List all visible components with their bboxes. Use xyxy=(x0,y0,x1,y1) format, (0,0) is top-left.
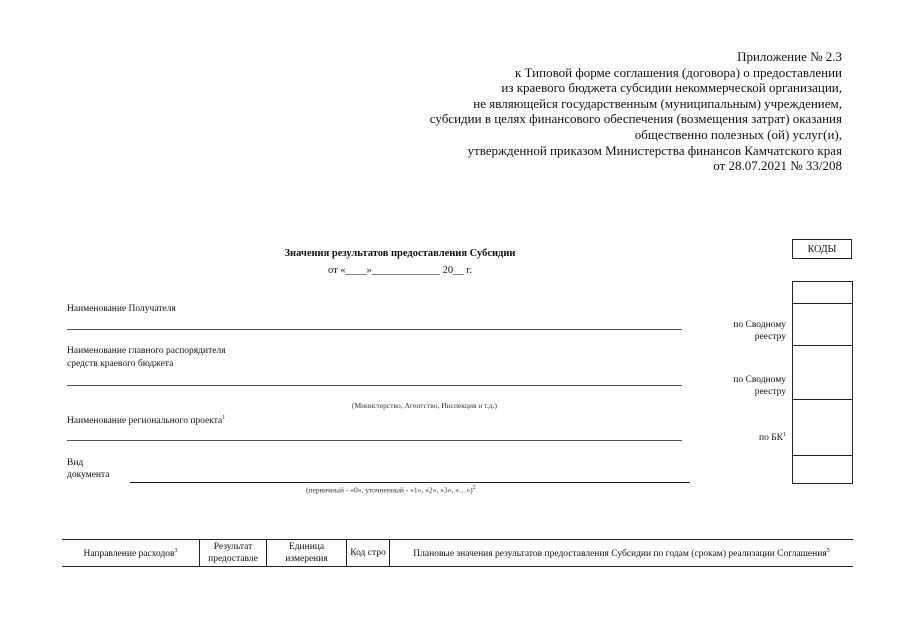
appendix-line: утвержденной приказом Министерства финансов Камчатского края xyxy=(467,142,842,158)
appendix-line: от 28.07.2021 № 33/208 xyxy=(713,158,842,174)
manager-line xyxy=(67,385,682,386)
col-result: Результат предоставле xyxy=(200,540,267,567)
manager-label: Наименование главного распорядителя xyxy=(67,346,226,356)
code-cell-recipient xyxy=(793,303,852,346)
form-title: Значения результатов предоставления Субсидии xyxy=(284,248,516,259)
code-cell-project xyxy=(793,399,852,456)
code-cell-blank xyxy=(793,282,852,304)
appendix-header xyxy=(430,49,842,174)
doc-type-label: Вид xyxy=(67,458,84,468)
col-direction: Направление расходов$^3$ xyxy=(62,540,200,567)
doc-type-hint: (первичный - «0», уточненный - «1», «2», «3», «…»)$^2$ xyxy=(306,485,476,495)
appendix-line: субсидии в целях финансового обеспечения (возмещения затрат) оказания xyxy=(429,111,842,127)
doc-type-label-2: документа xyxy=(67,470,110,480)
recipient-code-label: по Сводному реестру xyxy=(733,320,786,342)
code-cell-manager xyxy=(793,345,852,400)
manager-hint: (Министерство, Агентство, Инспекция и т.д.) xyxy=(352,401,497,410)
recipient-label: Наименование Получателя xyxy=(67,304,176,314)
appendix-line: к Типовой форме соглашения (договора) о предоставлении xyxy=(514,64,842,80)
project-label: Наименование регионального проекта$^1$ xyxy=(67,415,226,427)
manager-label-2: средств краевого бюджета xyxy=(67,359,174,369)
appendix-line: общественно полезных (ой) услуг(и), xyxy=(634,126,842,142)
codes-header: КОДЫ xyxy=(792,239,852,259)
col-planned-values: Плановые значения результатов предоставления Субсидии по годам (срокам) реализации Соглашения$^5$ xyxy=(390,540,854,567)
col-code: Код стро xyxy=(347,540,390,567)
results-table xyxy=(62,539,853,567)
project-code-label: по $БК^1$ xyxy=(758,432,786,444)
col-unit: Единица измерения xyxy=(267,540,347,567)
appendix-line: из краевого бюджета субсидии некоммерческой организации, xyxy=(501,80,842,96)
project-line xyxy=(67,440,682,441)
form-date-line: от «____»_____________ 20__ г. xyxy=(327,265,473,276)
doc-type-line xyxy=(130,482,690,483)
manager-code-label: по Сводному реестру xyxy=(733,375,786,397)
appendix-line: не являющейся государственным (муниципальным) учреждением, xyxy=(473,95,842,111)
recipient-line xyxy=(67,329,682,330)
table-header-row xyxy=(62,540,853,567)
appendix-line: Приложение № 2.3 xyxy=(737,49,842,64)
codes-column xyxy=(792,281,853,484)
